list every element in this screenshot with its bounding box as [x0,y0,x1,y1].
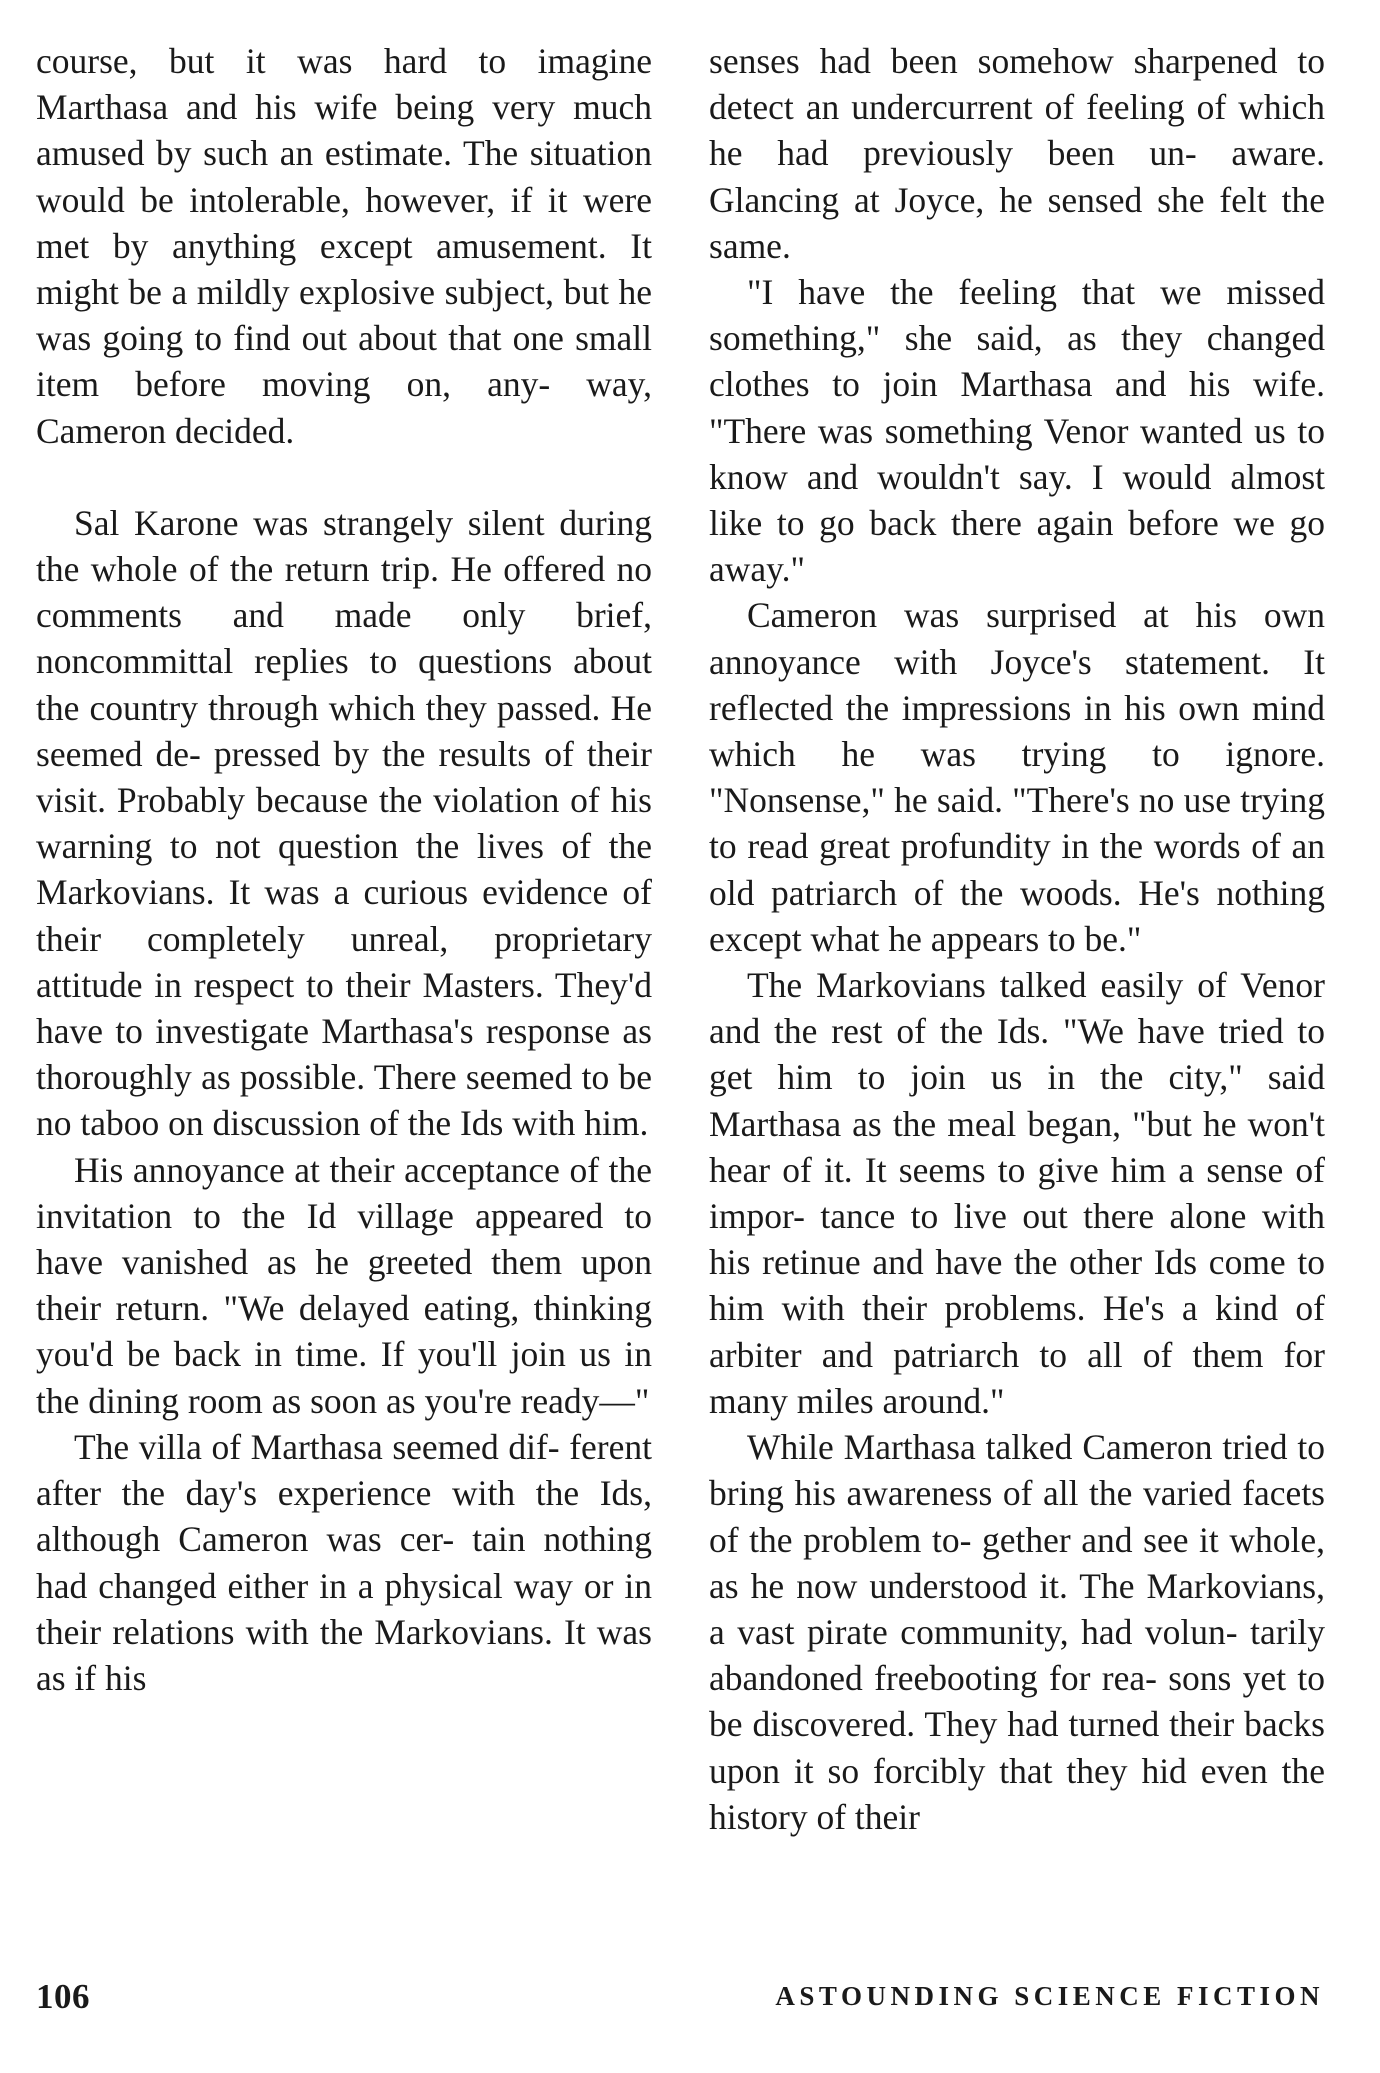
paragraph: The villa of Marthasa seemed dif- ferent after the day's experience with the Ids, although Cameron was cer- tain nothing had changed either in a physical way or in their relations with the Markovians. It was as if his [36,1426,652,1698]
right-text-column [709,38,1325,1840]
page-number: 106 [36,1977,90,2016]
paragraph: While Marthasa talked Cameron tried to bring his awareness of all the varied facets of the problem to- gether and see it whole, as he now understood it. The Markovians, a vast pirate community, had volun- tarily abandoned freebooting for rea- sons yet to be discovered. They had turned their backs upon it so forcibly that they hid even the history of their [709,1427,1325,1837]
paragraph: The Markovians talked easily of Venor and the rest of the Ids. "We have tried to get him to join us in the city," said Marthasa as the meal began, "but he won't hear of it. It seems to give him a sense of impor- tance to live out there alone with his retinue and have the other Ids come to him with their problems. He's a kind of arbiter and patriarch to all of them for many miles around." [709,965,1325,1421]
left-text-column [36,38,652,1701]
paragraph: "I have the feeling that we missed something," she said, as they changed clothes to join Marthasa and his wife. "There was something Venor wanted us to know and wouldn't say. I would almost like to go back there again before we go away." [709,272,1325,590]
paragraph: Cameron was surprised at his own annoyance with Joyce's statement. It reflected the impressions in his own mind which he was trying to ignore. "Nonsense," he said. "There's no use trying to read great profundity in the words of an old patriarch of the woods. He's nothing except what he appears to be." [709,595,1325,959]
paragraph: senses had been somehow sharpened to detect an undercurrent of feeling of which he had previously been un- aware. Glancing at Joyce, he sensed she felt the same. [709,41,1325,266]
paragraph: course, but it was hard to imagine Marthasa and his wife being very much amused by such an estimate. The situation would be intolerable, however, if it were met by anything except amusement. It might be a mildly explosive subject, but he was going to find out about that one small item before moving on, any- way, Cameron decided. [36,41,652,451]
paragraph: Sal Karone was strangely silent during the whole of the return trip. He offered no comments and made only brief, noncommittal replies to questions about the country through which they passed. He seemed de- pressed by the results of their visit. Probably because the violation of his warning to not question the lives of the Markovians. It was a curious evidence of their completely unreal, proprietary attitude in respect to their Masters. They'd have to investigate Marthasa's response as thoroughly as possible. There seemed to be no taboo on discussion of the Ids with him. [36,502,652,1144]
paragraph: His annoyance at their acceptance of the invitation to the Id village appeared to have vanished as he greeted them upon their return. "We delayed eating, thinking you'd be back in time. If you'll join us in the dining room as soon as you're ready—" [36,1149,652,1421]
running-title: ASTOUNDING SCIENCE FICTION [775,1981,1324,2011]
